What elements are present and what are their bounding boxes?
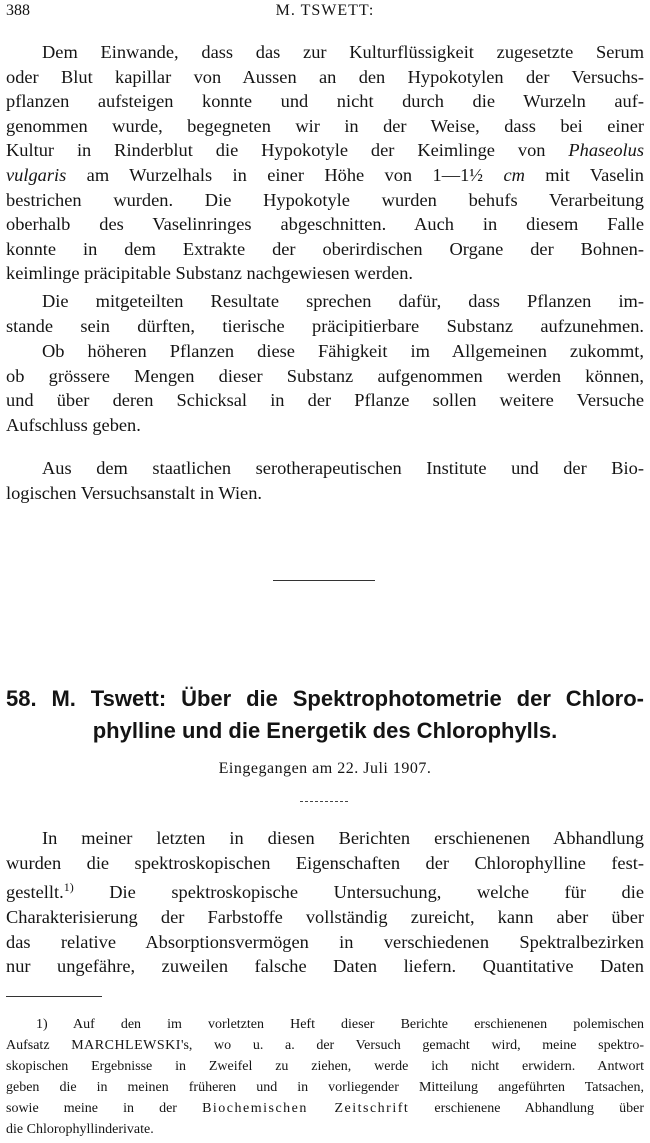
text-line: keimlinge präcipitable Substanz nachgewiesen werden.: [6, 263, 414, 284]
text-line: oberhalb des Vaselinringes abgeschnitten. Auch in diesem Falle: [6, 214, 644, 235]
text-span: Kultur in Rinderblut die Hypokotyle der Keimlinge von: [6, 140, 569, 161]
species-name: vulgaris: [6, 164, 67, 185]
page-number: 388: [6, 2, 30, 19]
text-line: Aus dem staatlichen serotherapeutischen Institute und der Bio-: [42, 458, 644, 478]
text-line: logischen Versuchsanstalt in Wien.: [6, 482, 263, 503]
text-span: Aufsatz: [6, 1038, 72, 1053]
text-line: Dem Einwande, dass das zur Kulturflüssigkeit zugesetzte Serum: [42, 42, 644, 62]
text-line: stande sein dürften, tierische präcipitierbare Substanz aufzunehmen.: [6, 315, 644, 336]
text-span: Die spektroskopische Untersuchung, welche für die: [73, 882, 644, 903]
unit: cm: [503, 164, 525, 185]
journal-name: Biochemischen Zeitschrift: [202, 1101, 410, 1116]
text-line: nur ungefähre, zuweilen falsche Daten liefern. Quantitative Daten: [6, 956, 644, 977]
text-line: Die mitgeteilten Resultate sprechen dafür, dass Pflanzen im-: [42, 291, 644, 311]
text-line: In meiner letzten in diesen Berichten erschienenen Abhandlung: [42, 828, 644, 848]
footnote-line: [6, 1098, 644, 1119]
text-line: Aufschluss geben.: [6, 414, 141, 435]
dashed-rule: [300, 801, 348, 802]
footnote-line: die Chlorophyllinderivate.: [6, 1122, 154, 1137]
running-head: [6, 2, 644, 22]
text-span: [483, 165, 503, 185]
paragraph-introduction: [6, 826, 644, 979]
author-name: MARCHLEWSKI: [71, 1038, 181, 1053]
paragraph-hoehere-pflanzen: [6, 339, 644, 437]
text-line: oder Blut kapillar von Aussen an den Hypokotylen der Versuchs-: [6, 66, 644, 87]
text-line: konnte in dem Extrakte der oberirdischen Organe der Bohnen-: [6, 238, 644, 259]
footnote-line: skopischen Ergebnisse in Zweifel zu ziehen, werde ich nicht erwidern. Antwort: [6, 1059, 644, 1074]
text-line: wurden die spektroskopischen Eigenschaften der Chlorophylline fest-: [6, 852, 644, 873]
text-line: [6, 138, 644, 163]
article-heading-line: 58. M. Tswett: Über die Spektrophotometrie der Chloro-: [6, 686, 644, 711]
text-line: genommen wurde, begegneten wir in der Weise, dass bei einer: [6, 115, 644, 136]
footnote: [6, 1014, 644, 1140]
text-span: mit Vaselin: [524, 164, 644, 185]
species-name: Phaseolus: [568, 140, 644, 161]
running-title: M. TSWETT:: [275, 2, 375, 19]
footnote-marker[interactable]: 1): [63, 880, 74, 895]
text-line: [6, 875, 644, 905]
paragraph-institute: [6, 456, 644, 505]
article-heading-line: phylline und die Energetik des Chlorophylls.: [92, 718, 558, 743]
text-span: erschienene Abhandlung über: [409, 1101, 644, 1116]
text-line: das relative Absorptionsvermögen in verschiedenen Spektralbezirken: [6, 931, 644, 952]
footnote-line: geben die in meinen früheren und in vorliegender Mitteilung angeführten Tatsachen,: [6, 1080, 644, 1095]
text-line: Charakterisierung der Farbstoffe vollständig zureicht, kann aber über: [6, 906, 644, 927]
text-span: sowie meine in der: [6, 1101, 203, 1116]
received-date: Eingegangen am 22. Juli 1907.: [218, 760, 432, 777]
text-span: gestellt.: [6, 882, 64, 903]
text-line: pflanzen aufsteigen konnte und nicht durch die Wurzeln auf-: [6, 91, 644, 112]
text-line: Ob höheren Pflanzen diese Fähigkeit im Allgemeinen zukommt,: [42, 341, 644, 361]
footnote-rule: [6, 996, 102, 997]
section-separator: [273, 580, 375, 581]
footnote-line: [6, 1035, 644, 1056]
text-line: [6, 163, 644, 188]
article-heading: [6, 683, 644, 747]
fraction: ½: [469, 164, 484, 185]
paragraph-kapillar-einwand: [6, 40, 644, 286]
text-line: ob grössere Mengen dieser Substanz aufgenommen werden können,: [6, 365, 644, 386]
paragraph-resultate: [6, 289, 644, 338]
text-line: bestrichen wurden. Die Hypokotyle wurden behufs Verarbeitung: [6, 189, 644, 210]
text-span: 's, wo u. a. der Versuch gemacht wird, meine spektro-: [180, 1038, 644, 1053]
footnote-line: 1) Auf den im vorletzten Heft dieser Berichte erschienenen polemischen: [36, 1017, 644, 1032]
text-span: am Wurzelhals in einer Höhe von 1—1: [66, 164, 470, 185]
text-line: und über deren Schicksal in der Pflanze sollen weitere Versuche: [6, 390, 644, 411]
